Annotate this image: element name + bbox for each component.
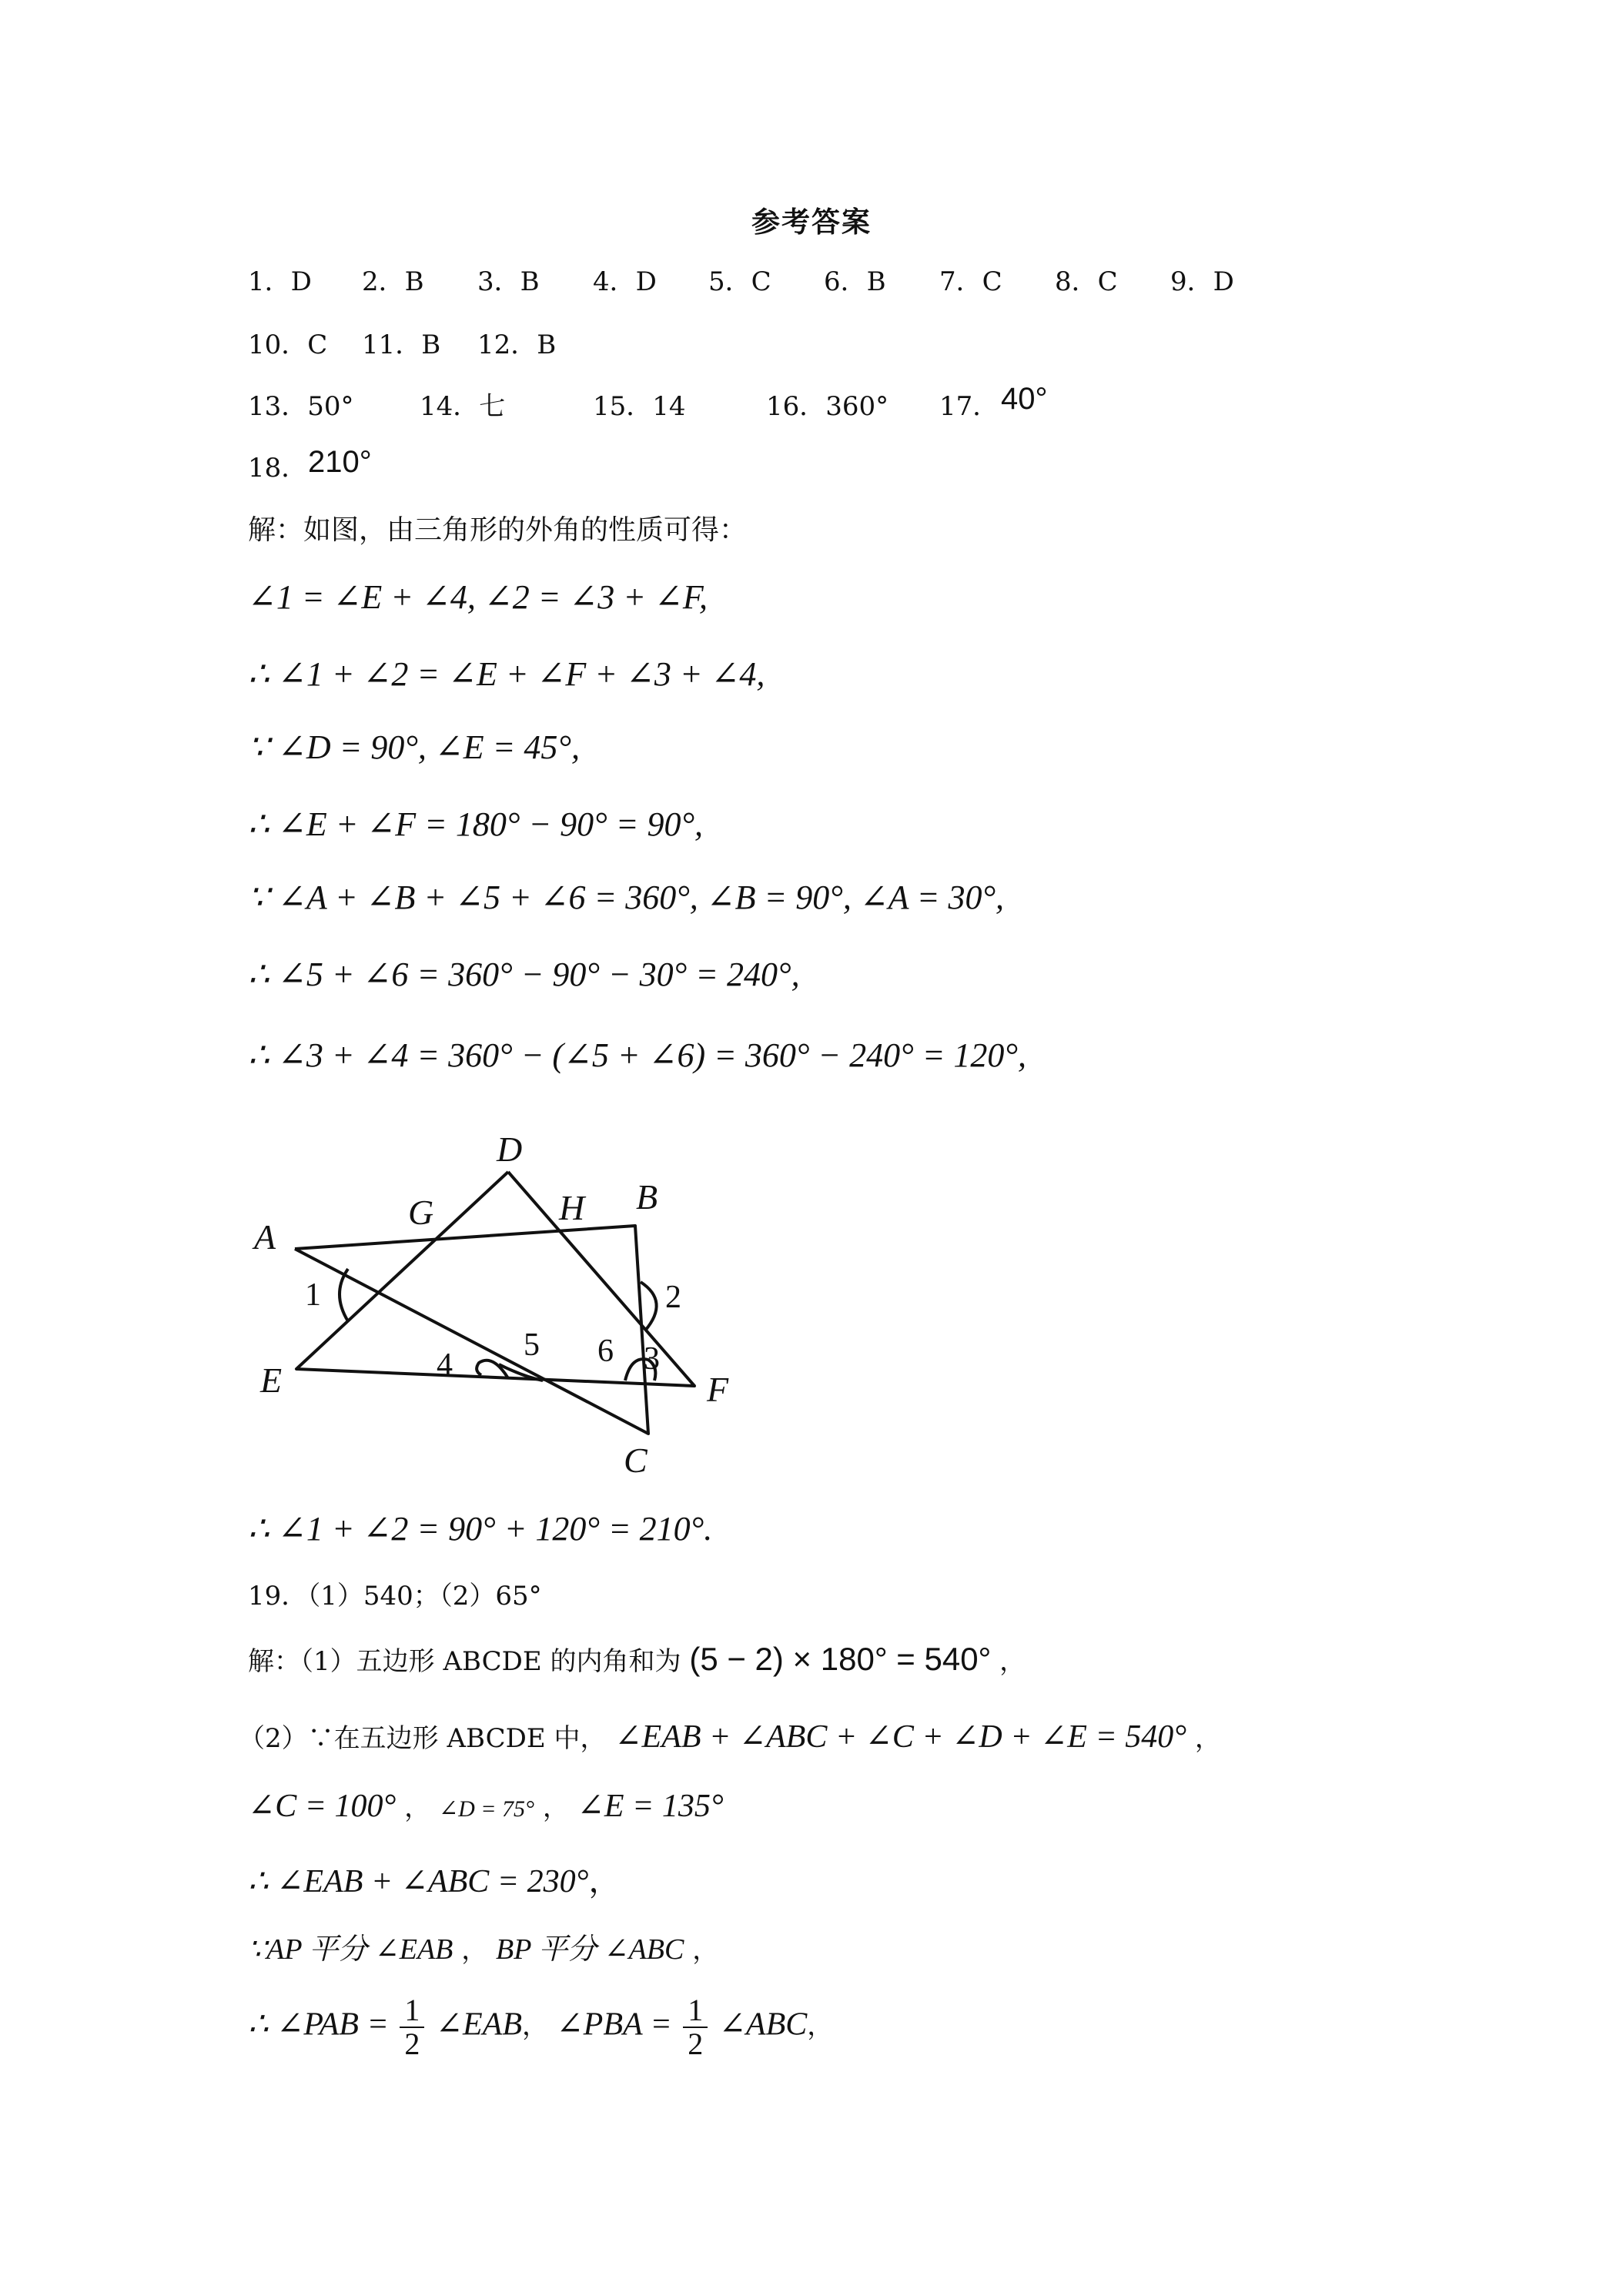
solution-19-part-2-math: ∠EAB + ∠ABC + ∠C + ∠D + ∠E = 540° (614, 1719, 1187, 1755)
answer-row3-item-4: 16．360° (766, 391, 889, 422)
given-angle-d: ∠D = 75° (438, 1796, 535, 1822)
answer-row2-item-1: 10．C (248, 330, 328, 360)
label-angle-3: 3 (644, 1341, 660, 1377)
half-suffix-2: ∠ABC (718, 2006, 808, 2043)
bisect-bp: BP 平分 ∠ABC (496, 1933, 684, 1966)
solution-18-step-7: ∴ ∠3 + ∠4 = 360° − (∠5 + ∠6) = 360° − 240° = 120°, (248, 1036, 1026, 1074)
answer-row1-item-4: 4．D (593, 266, 657, 297)
solution-19-part-1 (248, 1640, 1026, 1678)
given-angle-e: ∠E = 135° (577, 1789, 724, 1824)
label-G: G (408, 1193, 434, 1232)
geometry-figure (231, 1116, 770, 1494)
label-H: H (559, 1188, 585, 1227)
solution-19-part-1-end: ， (999, 1646, 1026, 1677)
fraction-half-2 (683, 1994, 708, 2060)
answer-row1-item-6: 6．B (824, 266, 886, 297)
label-D: D (497, 1130, 523, 1169)
solution-18-step-1: ∠1 = ∠E + ∠4, ∠2 = ∠3 + ∠F, (248, 578, 708, 616)
fraction-denominator: 2 (688, 2027, 704, 2061)
solution-19-part-1-math: (5 − 2) × 180° = 540° (689, 1641, 992, 1677)
answer-row1-item-3: 3．B (477, 266, 540, 297)
solution-18-step-4: ∴ ∠E + ∠F = 180° − 90° = 90°, (248, 805, 704, 843)
answer-row1-item-8: 8．C (1055, 266, 1118, 297)
bisect-ap: ∵AP 平分 ∠EAB (248, 1933, 453, 1966)
answer-row1-item-2: 2．B (362, 266, 424, 297)
page-title: 参考答案 (751, 205, 872, 239)
solution-18-step-2: ∴ ∠1 + ∠2 = ∠E + ∠F + ∠3 + ∠4, (248, 655, 765, 693)
label-angle-5: 5 (524, 1327, 540, 1363)
answer-row1-item-5: 5．C (708, 266, 771, 297)
separator: ， (404, 1792, 431, 1823)
label-A: A (254, 1217, 276, 1257)
fraction-half-1 (400, 1994, 424, 2060)
label-C: C (624, 1441, 648, 1480)
answer-row2-item-3: 12．B (477, 330, 557, 360)
half-prefix-2: ∠PBA = (556, 2006, 672, 2043)
separator: ， (588, 1864, 621, 1899)
separator: ， (461, 1935, 488, 1966)
answer-18-value: 210° (308, 445, 372, 479)
separator: ， (542, 1792, 569, 1823)
label-angle-1: 1 (305, 1277, 321, 1313)
answer-19: 19．（1）540；（2）65° (248, 1581, 542, 1612)
answer-17-value: 40° (1001, 382, 1048, 416)
solution-19-sum-text: ∴ ∠EAB + ∠ABC = 230° (248, 1864, 589, 1899)
answer-row3-item-2: 14．七 (420, 391, 506, 422)
label-angle-4: 4 (437, 1347, 453, 1383)
solution-18-conclusion: ∴ ∠1 + ∠2 = 90° + 120° = 210°. (248, 1510, 713, 1548)
solution-19-part-2-end: ， (1194, 1723, 1221, 1754)
solution-19-bisectors (248, 1925, 718, 1967)
answer-row2-item-2: 11．B (362, 330, 441, 360)
fraction-numerator: 1 (683, 1994, 708, 2028)
solution-18-step-5: ∵ ∠A + ∠B + ∠5 + ∠6 = 360°, ∠B = 90°, ∠A = 30°, (248, 879, 1005, 916)
separator: ， (692, 1935, 719, 1966)
separator: ， (521, 2012, 548, 2041)
solution-18-step-6: ∴ ∠5 + ∠6 = 360° − 90° − 30° = 240°, (248, 956, 800, 993)
answer-row3-item-5: 17． (939, 391, 999, 422)
separator: ， (807, 2012, 834, 2041)
fraction-denominator: 2 (404, 2027, 420, 2061)
given-angle-c: ∠C = 100° (248, 1789, 397, 1824)
label-angle-6: 6 (597, 1334, 614, 1369)
solution-18-step-3: ∵ ∠D = 90°, ∠E = 45°, (248, 728, 580, 766)
answer-row3-item-3: 15．14 (593, 391, 686, 422)
answer-row1-item-7: 7．C (939, 266, 1002, 297)
label-B: B (636, 1177, 658, 1217)
half-suffix-1: ∠EAB (435, 2006, 522, 2043)
answer-row3-item-1: 13．50° (248, 391, 354, 422)
answer-row1-item-9: 9．D (1170, 266, 1234, 297)
triangle-abc (295, 1226, 648, 1434)
solution-19-part-1-text: 解：（1）五边形 ABCDE 的内角和为 (248, 1646, 681, 1677)
label-angle-2: 2 (665, 1280, 681, 1315)
solution-19-givens (248, 1786, 724, 1825)
solution-18-intro: 解：如图，由三角形的外角的性质可得： (248, 514, 748, 546)
half-prefix-1: ∴ ∠PAB = (248, 2006, 389, 2043)
solution-19-part-2 (239, 1717, 1221, 1755)
solution-19-sum (248, 1856, 621, 1902)
label-F: F (707, 1370, 729, 1409)
fraction-numerator: 1 (400, 1994, 424, 2028)
answer-row1-item-1: 1．D (248, 266, 312, 297)
angle-arc-2 (641, 1282, 657, 1330)
label-E: E (260, 1361, 283, 1400)
answer-18-number: 18． (248, 453, 308, 484)
solution-19-half-angles (248, 1994, 833, 2060)
solution-19-part-2-text: （2）∵在五边形 ABCDE 中， (239, 1723, 607, 1754)
